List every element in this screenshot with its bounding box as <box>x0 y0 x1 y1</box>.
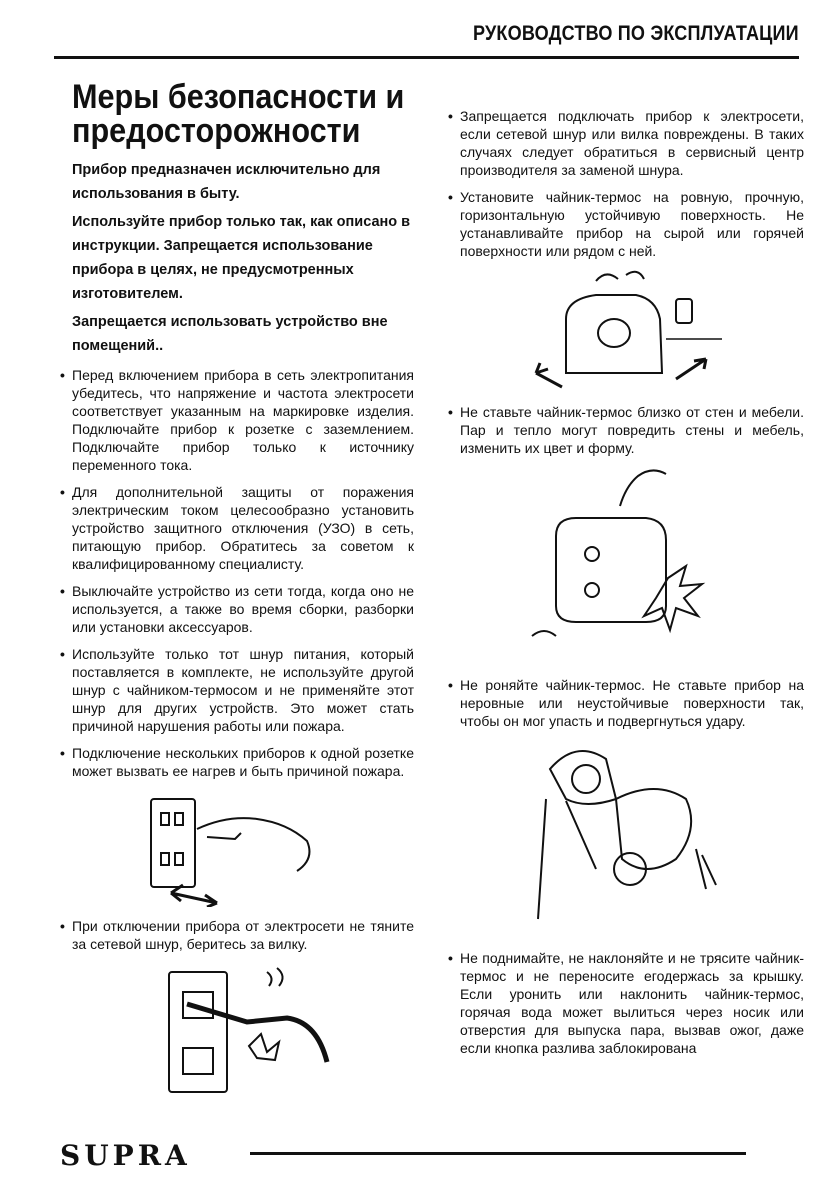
list-item: • Не роняйте чайник-термос. Не ставьте прибор на неровные или неустойчивые поверхности так, чтобы он мог упасть и подвергнуться удару. <box>448 676 804 730</box>
unplug-illustration <box>137 962 337 1100</box>
list-item: • Запрещается подключать прибор к электросети, если сетевой шнур или вилка повреждены. В таких случаях следует обратиться в сервисный центр производителя за заменой шнура. <box>448 107 804 179</box>
thermopot-wall-illustration <box>526 466 726 666</box>
list-item: • Подключение нескольких приборов к одной розетке может вызвать ее нагрев и быть причиной пожара. <box>60 744 414 780</box>
safety-list <box>60 366 414 780</box>
safety-list-right-2 <box>448 403 804 457</box>
thermopot-stand-illustration <box>526 269 726 393</box>
outlet-overload-illustration <box>137 789 337 907</box>
list-item: • Выключайте устройство из сети тогда, когда оно не используется, а также во время сборки, разборки или установки аксессуаров. <box>60 582 414 636</box>
left-column <box>60 158 414 1110</box>
header-divider <box>54 56 799 59</box>
list-item: • Используйте только тот шнур питания, который поставляется в комплекте, не используйте другой шнур с чайником-термосом и не применяйте этот шнур для других устройств. Это может стать причиной нарушения работы или пожара. <box>60 645 414 735</box>
list-item: • Установите чайник-термос на ровную, прочную, горизонтальную устойчивую поверхность. Не устанавливайте прибор на сырой или горячей поверхности или рядом с ней. <box>448 188 804 260</box>
page-title: Меры безопасности и предосторожности <box>72 78 405 150</box>
safety-list-right <box>448 107 804 260</box>
footer-divider <box>250 1152 746 1155</box>
safety-list-right-3 <box>448 676 804 730</box>
lead-paragraph: Прибор предназначен исключительно для использования в быту. <box>72 162 381 202</box>
supra-logo: SUPRA <box>60 1139 191 1172</box>
list-item: • Не ставьте чайник-термос близко от стен и мебели. Пар и тепло могут повредить стены и мебель, изменить их цвет и форму. <box>448 403 804 457</box>
lead-paragraph: Запрещается использовать устройство вне помещений.. <box>72 314 388 354</box>
safety-list-continued <box>60 917 414 953</box>
list-item: • Не поднимайте, не наклоняйте и не трясите чайник-термос и не переносите егодержась за крышку. Если уронить или наклонить чайник-термос, горячая вода может вылиться через носик или отверстия для выпуска пара, вызвав ожог, даже если кнопка разлива заблокирована <box>448 949 804 1057</box>
right-column <box>448 107 804 1066</box>
header-title: РУКОВОДСТВО ПО ЭКСПЛУАТАЦИИ <box>473 22 799 45</box>
list-item: • Перед включением прибора в сеть электропитания убедитесь, что напряжение и частота электросети соответствует указанным на маркировке изделия. Подключайте прибор к розетке с заземлением. Подключайте прибор только к источнику переменного тока. <box>60 366 414 474</box>
falling-thermopot-illustration <box>526 739 726 939</box>
lead-paragraph: Используйте прибор только так, как описано в инструкции. Запрещается использование прибора в целях, не предусмотренных изготовителем. <box>72 214 411 302</box>
safety-list-right-4 <box>448 949 804 1057</box>
list-item: • При отключении прибора от электросети не тяните за сетевой шнур, беритесь за вилку. <box>60 917 414 953</box>
list-item: • Для дополнительной защиты от поражения электрическим током целесообразно установить устройство защитного отключения (УЗО) в сеть, питающую прибор. Обратитесь за советом к квалифицированному специалисту. <box>60 483 414 573</box>
